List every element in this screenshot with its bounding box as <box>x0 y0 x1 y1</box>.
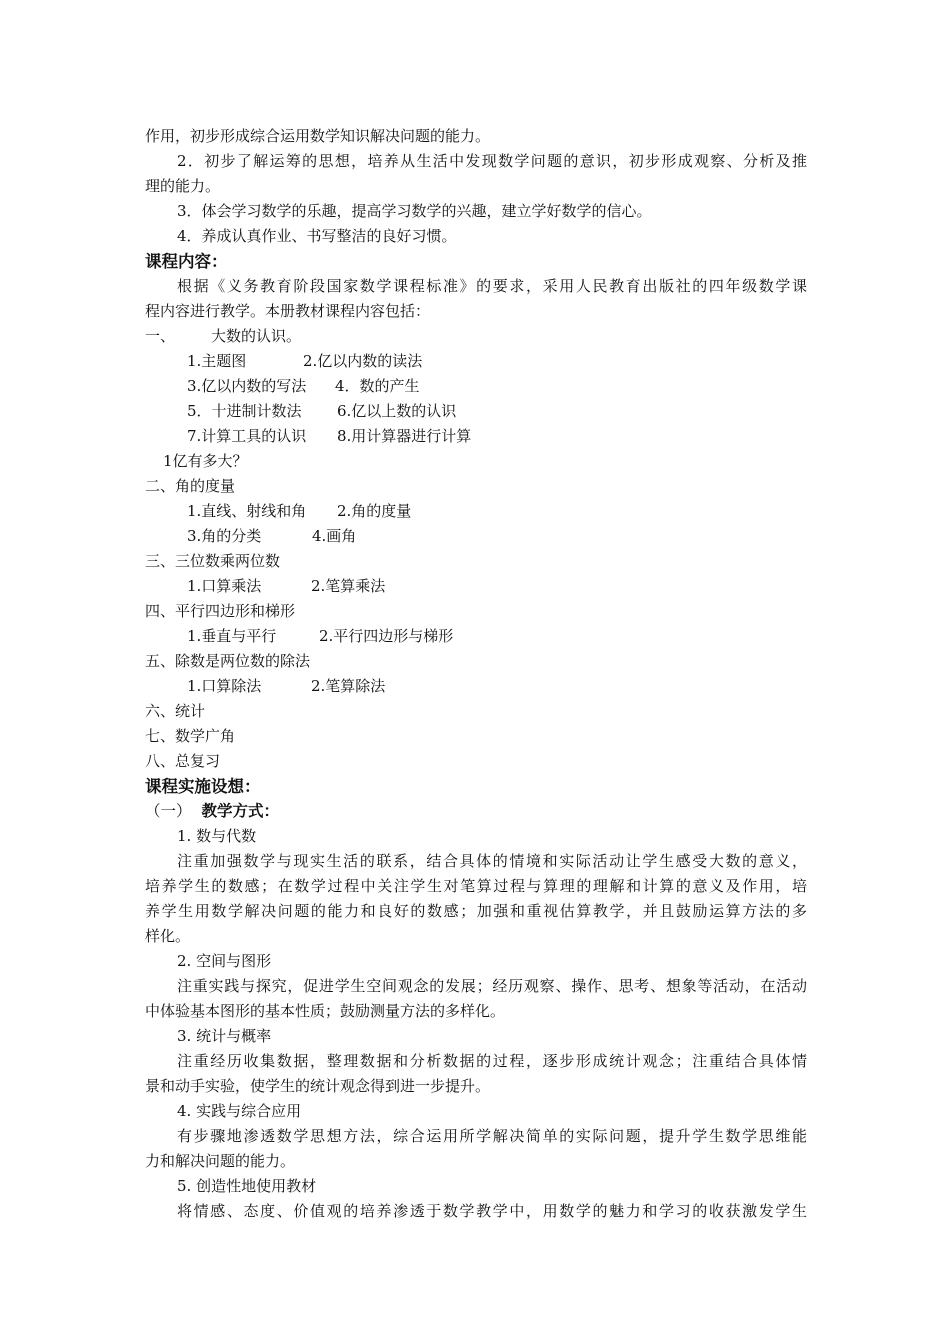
unit-1-row <box>187 349 422 374</box>
lesson-item: 2.平行四边形与梯形 <box>319 627 454 645</box>
unit-2-row <box>187 499 411 524</box>
intro-line: 理的能力。 <box>145 177 221 195</box>
section-line: 培养学生的数感；在数学过程中关注学生对笔算过程与算理的理解和计算的意义及作用，培 <box>145 877 807 895</box>
lesson-item: 3.亿以内数的写法 <box>187 377 307 395</box>
unit-4-row <box>187 624 453 649</box>
unit-2-heading: 二、角的度量 <box>145 477 236 495</box>
lesson-item: 2.笔算乘法 <box>311 577 386 595</box>
heading-implementation: 课程实施设想： <box>145 777 261 796</box>
section-line: 样化。 <box>145 927 191 945</box>
section-title: 2. 空间与图形 <box>177 952 272 970</box>
lesson-item: 5．十进制计数法 <box>187 402 302 420</box>
intro-line: 4．养成认真作业、书写整洁的良好习惯。 <box>177 227 457 245</box>
lesson-item: 6.亿以上数的认识 <box>337 402 457 420</box>
unit-8-heading: 八、总复习 <box>145 752 221 770</box>
unit-7-heading: 七、数学广角 <box>145 727 236 745</box>
lesson-item: 3.角的分类 <box>187 527 262 545</box>
intro-line: 2．初步了解运筹的思想，培养从生活中发现数学问题的意识，初步形成观察、分析及推 <box>177 152 807 170</box>
lesson-item: 4.画角 <box>312 527 357 545</box>
unit-1-heading <box>145 324 301 349</box>
unit-2-row <box>187 524 356 549</box>
lesson-item: 1.口算乘法 <box>187 577 262 595</box>
lesson-item: 2.角的度量 <box>337 502 412 520</box>
section-line: 注重实践与探究，促进学生空间观念的发展；经历观察、操作、思考、想象等活动，在活动 <box>177 977 807 995</box>
unit-5-row <box>187 674 385 699</box>
unit-3-row <box>187 574 385 599</box>
unit-6-heading: 六、统计 <box>145 702 206 720</box>
lesson-item: 2.亿以内数的读法 <box>303 352 423 370</box>
section-line: 注重加强数学与现实生活的联系，结合具体的情境和实际活动让学生感受大数的意义， <box>177 852 807 870</box>
section-line: 景和动手实验，使学生的统计观念得到进一步提升。 <box>145 1077 491 1095</box>
heading-course-content: 课程内容： <box>145 252 228 271</box>
section-line: 力和解决问题的能力。 <box>145 1152 296 1170</box>
unit-1-row <box>187 424 471 449</box>
section-line: 注重经历收集数据，整理数据和分析数据的过程，逐步形成统计观念；注重结合具体情 <box>177 1052 807 1070</box>
unit-3-heading: 三、三位数乘两位数 <box>145 552 281 570</box>
subheading-teaching-method <box>145 799 279 824</box>
section-line: 养学生用数学解决问题的能力和良好的数感；加强和重视估算教学，并且鼓励运算方法的多 <box>145 902 807 920</box>
intro-line: 作用，初步形成综合运用数学知识解决问题的能力。 <box>145 127 491 145</box>
section-line: 有步骤地渗透数学思想方法，综合运用所学解决简单的实际问题，提升学生数学思维能 <box>177 1127 807 1145</box>
section-title: 4. 实践与综合应用 <box>177 1102 302 1120</box>
section-line: 将情感、态度、价值观的培养渗透于数学教学中，用数学的魅力和学习的收获激发学生 <box>177 1202 807 1220</box>
unit-1-row <box>187 374 420 399</box>
lesson-item: 1.直线、射线和角 <box>187 502 307 520</box>
content-paragraph-line: 程内容进行教学。本册教材课程内容包括： <box>145 302 431 320</box>
section-title: 1. 数与代数 <box>177 827 257 845</box>
intro-line: 3．体会学习数学的乐趣，提高学习数学的兴趣，建立学好数学的信心。 <box>177 202 652 220</box>
lesson-item: 7.计算工具的认识 <box>187 427 307 445</box>
unit-1-row <box>187 399 456 424</box>
subheading-number: （一） <box>145 802 192 820</box>
unit-4-heading: 四、平行四边形和梯形 <box>145 602 296 620</box>
lesson-item: 4．数的产生 <box>335 377 420 395</box>
section-line: 中体验基本图形的基本性质；鼓励测量方法的多样化。 <box>145 1002 506 1020</box>
lesson-item: 1.主题图 <box>187 352 247 370</box>
unit-5-heading: 五、除数是两位数的除法 <box>145 652 311 670</box>
unit-1-extra: 1亿有多大？ <box>163 452 248 470</box>
lesson-item: 1.口算除法 <box>187 677 262 695</box>
unit-1-number: 一、 <box>145 327 176 345</box>
lesson-item: 2.笔算除法 <box>311 677 386 695</box>
unit-1-title: 大数的认识。 <box>211 327 302 345</box>
content-paragraph-line: 根据《义务教育阶段国家数学课程标准》的要求，采用人民教育出版社的四年级数学课 <box>177 277 807 295</box>
lesson-item: 8.用计算器进行计算 <box>337 427 472 445</box>
lesson-item: 1.垂直与平行 <box>187 627 277 645</box>
section-title: 3. 统计与概率 <box>177 1027 272 1045</box>
subheading-title: 教学方式： <box>201 802 280 820</box>
section-title: 5. 创造性地使用教材 <box>177 1177 317 1195</box>
